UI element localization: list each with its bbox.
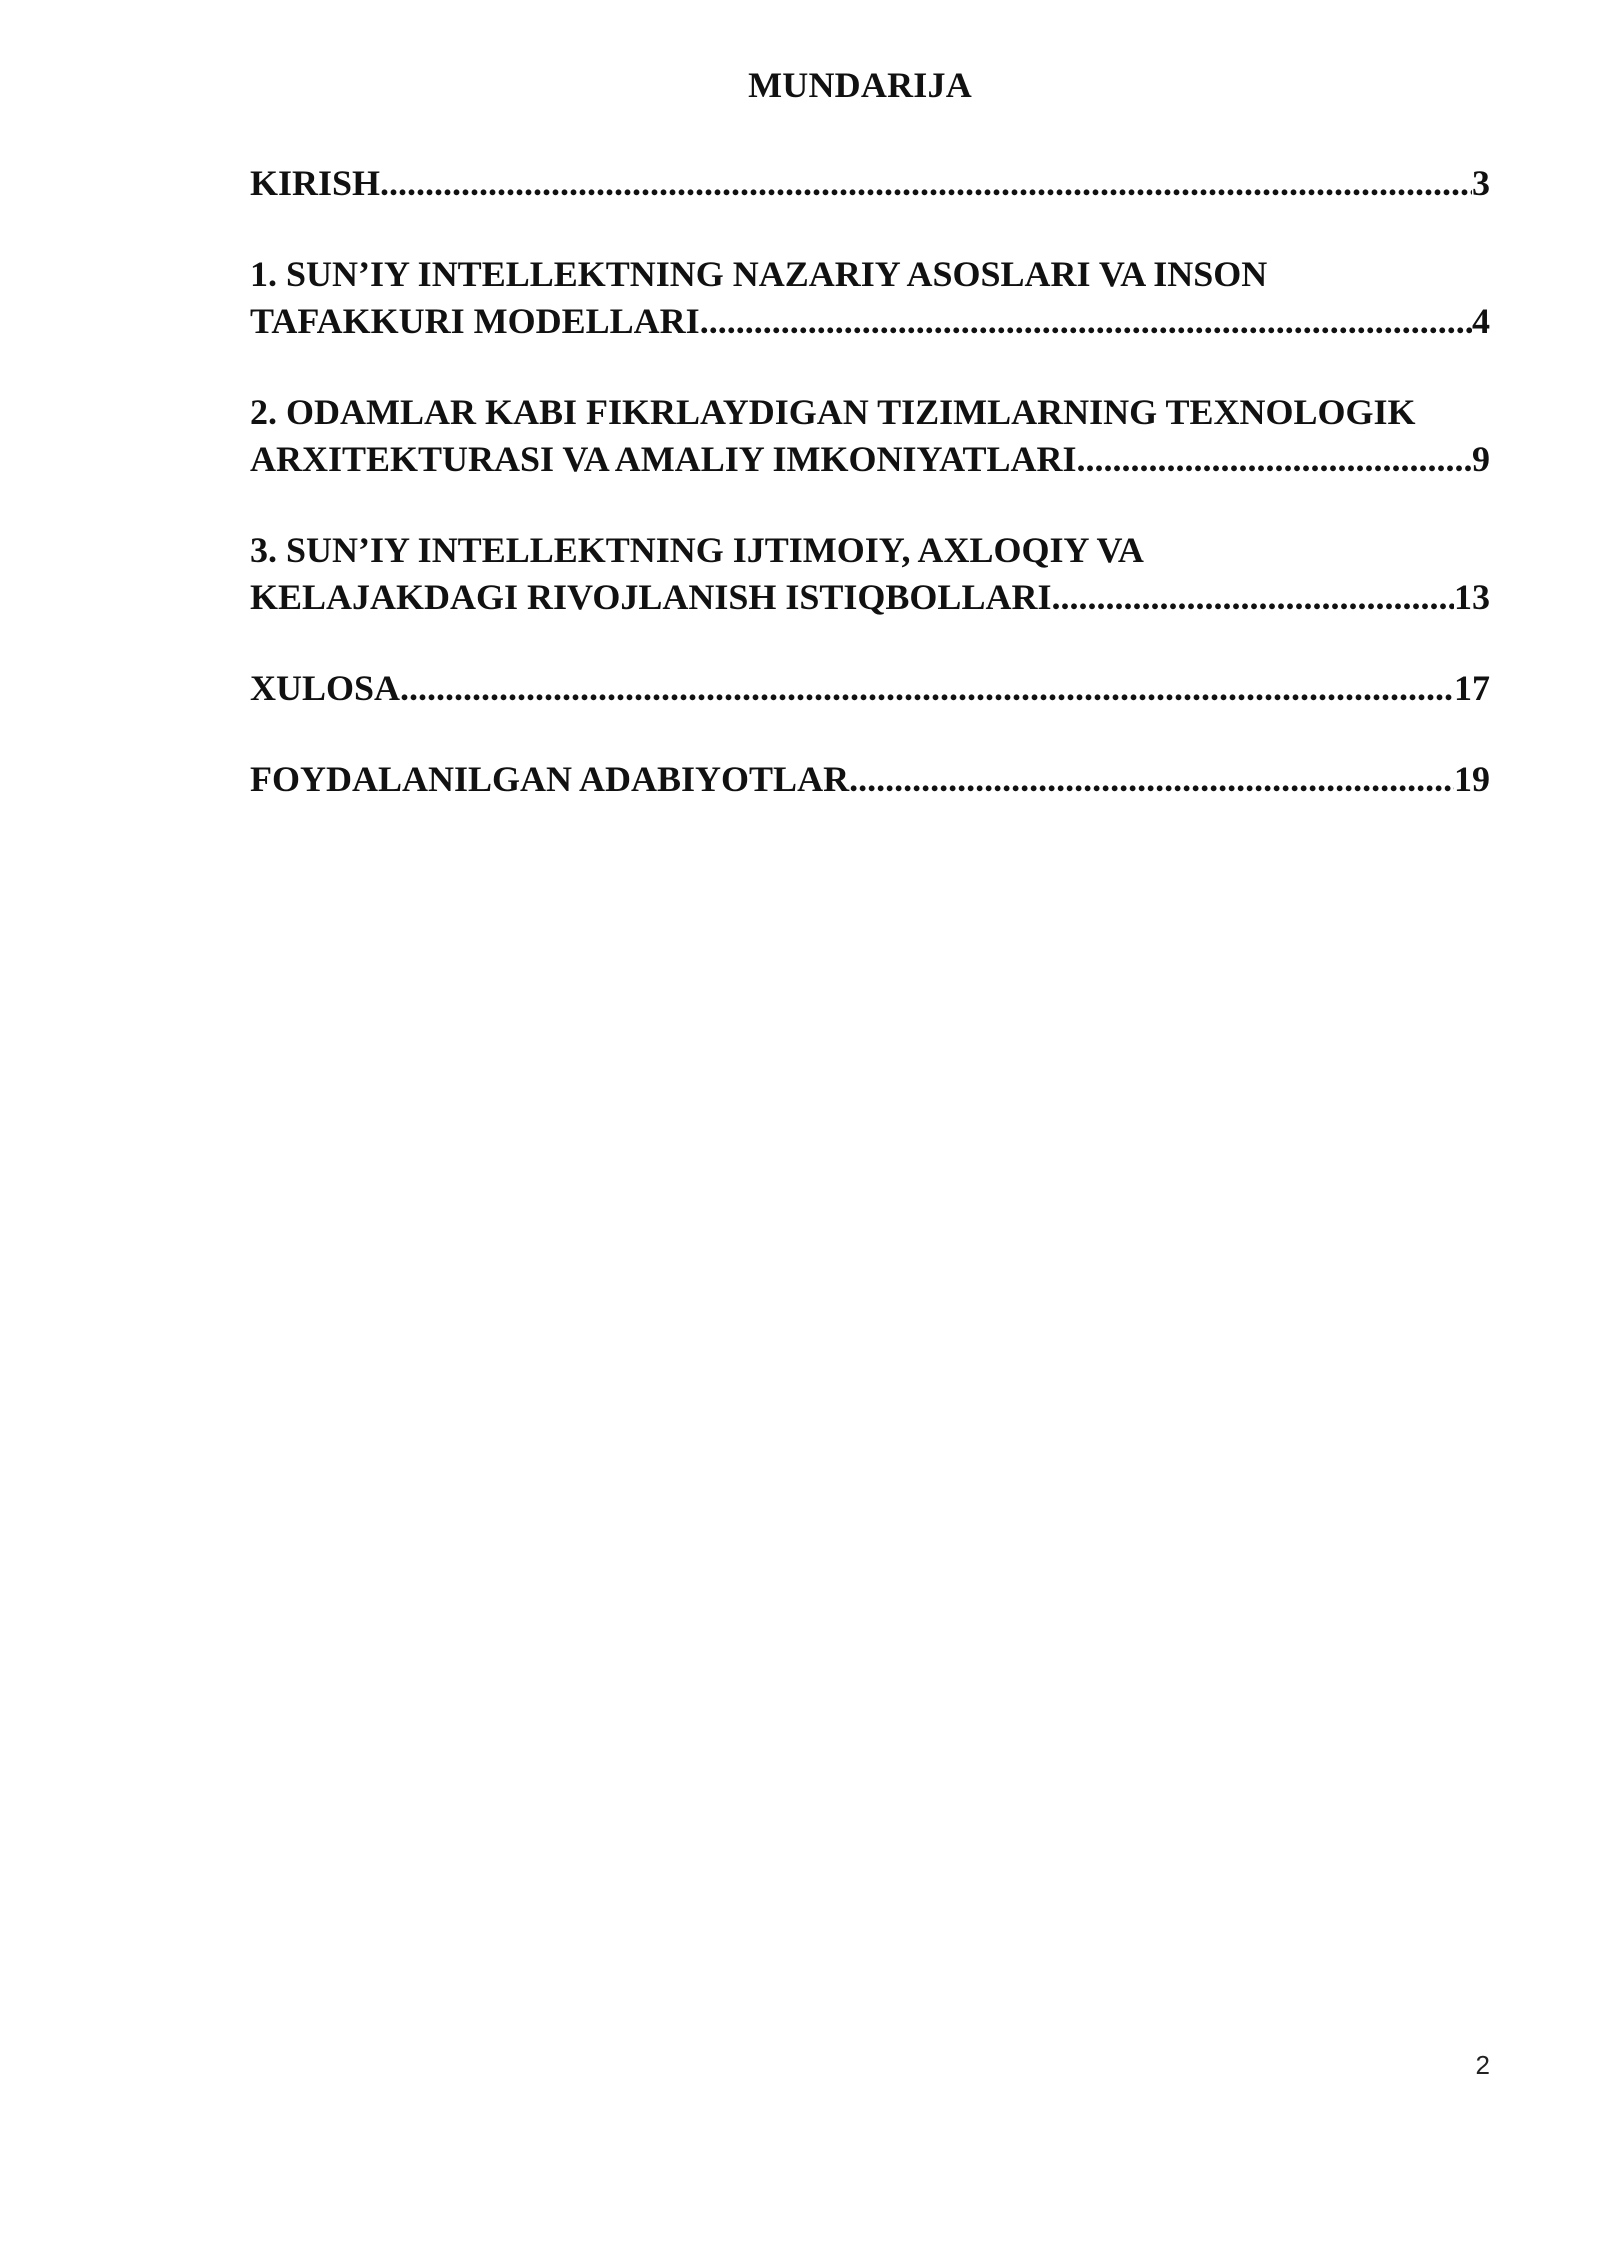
dot-leader [1077, 436, 1472, 483]
toc-entry-title-line: ARXITEKTURASI VA AMALIY IMKONIYATLARI [250, 439, 1077, 479]
toc-entry-chapter-2[interactable] [250, 389, 1490, 483]
table-of-contents [250, 160, 1490, 803]
page-number: 2 [1475, 2050, 1490, 2080]
toc-entry-title: KIRISH [250, 163, 381, 203]
toc-page-number: 17 [1454, 668, 1490, 708]
toc-page-number: 19 [1454, 759, 1490, 799]
toc-entry-chapter-1[interactable] [250, 251, 1490, 345]
dot-leader [849, 756, 1454, 803]
toc-entry-kirish[interactable] [250, 160, 1490, 207]
toc-entry-title: FOYDALANILGAN ADABIYOTLAR [250, 759, 850, 799]
dot-leader [380, 160, 1472, 207]
dot-leader [700, 298, 1472, 345]
toc-page-number: 3 [1472, 163, 1490, 203]
toc-entry-title-line: TAFAKKURI MODELLARI [250, 301, 700, 341]
toc-entry-title-line: KELAJAKDAGI RIVOJLANISH ISTIQBOLLARI [250, 577, 1052, 617]
toc-entry-adabiyotlar[interactable] [250, 756, 1490, 803]
toc-entry-title-line: 2. ODAMLAR KABI FIKRLAYDIGAN TIZIMLARNING TEXNOLOGIK [250, 392, 1416, 432]
toc-page-number: 13 [1454, 577, 1490, 617]
dot-leader [400, 665, 1454, 712]
page-title: MUNDARIJA [748, 65, 972, 105]
toc-page-number: 9 [1472, 439, 1490, 479]
dot-leader [1051, 574, 1454, 621]
toc-entry-chapter-3[interactable] [250, 527, 1490, 621]
toc-page-number: 4 [1472, 301, 1490, 341]
toc-entry-xulosa[interactable] [250, 665, 1490, 712]
toc-entry-title-line: 1. SUN’IY INTELLEKTNING NAZARIY ASOSLARI VA INSON [250, 254, 1268, 294]
toc-entry-title: XULOSA [250, 668, 401, 708]
toc-entry-title-line: 3. SUN’IY INTELLEKTNING IJTIMOIY, AXLOQIY VA [250, 530, 1144, 570]
